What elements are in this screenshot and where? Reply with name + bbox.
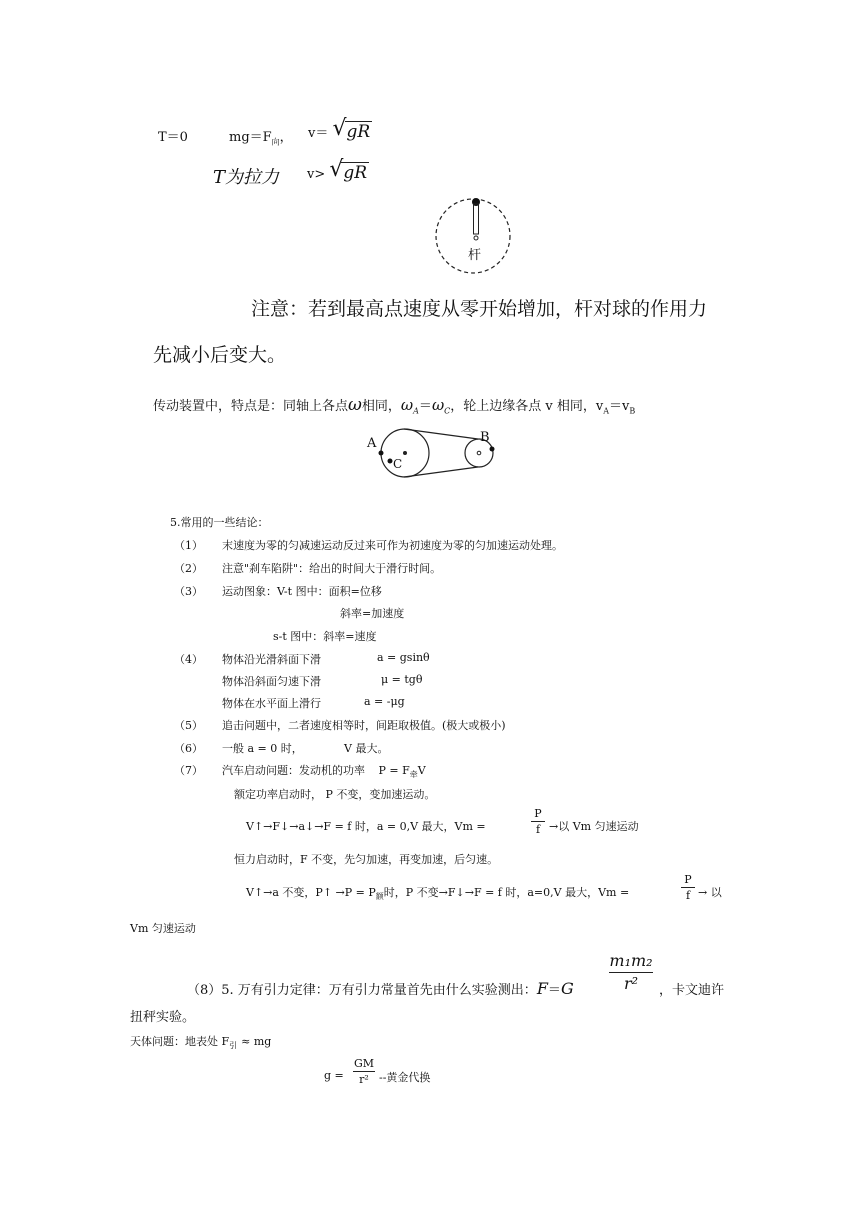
line-v-sqrt: v＝ √ gR xyxy=(308,116,371,142)
sqrt-gR-2: √ gR xyxy=(329,157,368,183)
note-line-1: 注意：若到最高点速度从零开始增加，杆对球的作用力 xyxy=(251,298,708,320)
fraction-p-over-f: P f xyxy=(531,808,545,835)
rod xyxy=(474,204,479,234)
item-7d-post: → 以 xyxy=(698,886,722,899)
belt-bottom xyxy=(404,467,478,477)
item-3c: s-t 图中：斜率=速度 xyxy=(273,630,377,643)
item-6b: V 最大。 xyxy=(344,742,389,755)
line-t-zero: T＝0 xyxy=(158,130,188,145)
point-b xyxy=(490,447,495,452)
item-7b-pre: V↑→F↓→a↓→F = f 时，a = 0,V 最大，Vm = xyxy=(246,820,486,833)
golden-g-pre: g = xyxy=(324,1069,344,1082)
rod-label: 杆 xyxy=(468,248,482,263)
item-3-num: （3） xyxy=(174,585,203,598)
rod-circle-diagram xyxy=(430,194,516,278)
item-7d: V↑→a 不变，P↑ $\to P = P_额$时，P 不变→F↓→F = f 时，a=0,V 最大，Vm = xyxy=(246,886,630,902)
item-4c: 物体在水平面上滑行 xyxy=(222,697,321,710)
line-mg-f: $mg=F_向$， xyxy=(229,130,293,147)
item-7b-post: →以 Vm 匀速运动 xyxy=(549,820,639,833)
item-3b: 斜率=加速度 xyxy=(340,607,405,620)
item-4c-formula: a = -μg xyxy=(364,695,405,708)
item-6a: 一般 a = 0 时， xyxy=(222,742,303,755)
item-3a: 运动图象：V-t 图中：面积=位移 xyxy=(222,585,382,598)
item-7d-tail: Vm 匀速运动 xyxy=(130,922,196,935)
transmission-line: 传动装置中，特点是：同轴上各点ω相同，$\omega_A=\omega_C$，轮上边缘各点 v 相同，$v_A=v_B$ xyxy=(153,395,636,416)
large-wheel-axle xyxy=(403,451,407,455)
sqrt-gR: √ gR xyxy=(332,116,371,142)
conclusions-title: 5.常用的一些结论： xyxy=(170,516,269,529)
item-7a: 额定功率启动时， P 不变，变加速运动。 xyxy=(234,788,436,801)
item-4b: 物体沿斜面匀速下滑 xyxy=(222,675,321,688)
item-2: 注意"刹车陷阱"：给出的时间大于滑行时间。 xyxy=(222,562,442,575)
item-7: 汽车启动问题：发动机的功率 $P = F_牵V$ xyxy=(222,764,426,780)
fraction-p-over-f-2: P f xyxy=(681,874,695,901)
label-b: B xyxy=(480,430,490,445)
item-5: 追击问题中，二者速度相等时，间距取极值。(极大或极小) xyxy=(222,719,506,732)
item-5-num: （5） xyxy=(174,719,203,732)
item-4-num: （4） xyxy=(174,653,203,666)
small-wheel-axle xyxy=(477,451,481,455)
fraction-m1m2-r2: m₁m₂ r² xyxy=(609,951,653,993)
belt-top xyxy=(404,429,478,439)
label-a: A xyxy=(367,436,377,451)
label-c: C xyxy=(393,457,403,471)
point-a xyxy=(379,451,384,456)
item-4a-formula: a = gsinθ xyxy=(377,651,430,664)
note-line-2: 先减小后变大。 xyxy=(153,344,287,366)
line-t-tension: T为拉力 xyxy=(213,167,280,188)
celestial-line: 天体问题：地表处 $F_引$ ≈ mg xyxy=(130,1035,272,1051)
gravitation-line-1-post: ，卡文迪许 xyxy=(659,983,725,998)
gravitation-line-2: 扭秤实验。 xyxy=(130,1010,196,1025)
item-1: 末速度为零的匀减速运动反过来可作为初速度为零的匀加速运动处理。 xyxy=(222,539,563,552)
item-7-num: （7） xyxy=(174,764,203,777)
item-7c: 恒力启动时，F 不变，先匀加速，再变加速，后匀速。 xyxy=(234,853,499,866)
item-1-num: （1） xyxy=(174,539,203,552)
item-6-num: （6） xyxy=(174,742,203,755)
item-2-num: （2） xyxy=(174,562,203,575)
item-4b-formula: μ = tgθ xyxy=(381,673,423,686)
pivot xyxy=(474,236,478,240)
golden-substitution: --黄金代换 xyxy=(379,1071,431,1084)
line-v-greater: v> √ gR xyxy=(307,157,368,183)
fraction-gm-r2: GM r² xyxy=(353,1057,375,1086)
point-c xyxy=(388,459,393,464)
gravitation-line-1: （8）5. 万有引力定律：万有引力常量首先由什么实验测出：F＝G xyxy=(187,979,574,998)
item-4a: 物体沿光滑斜面下滑 xyxy=(222,653,321,666)
